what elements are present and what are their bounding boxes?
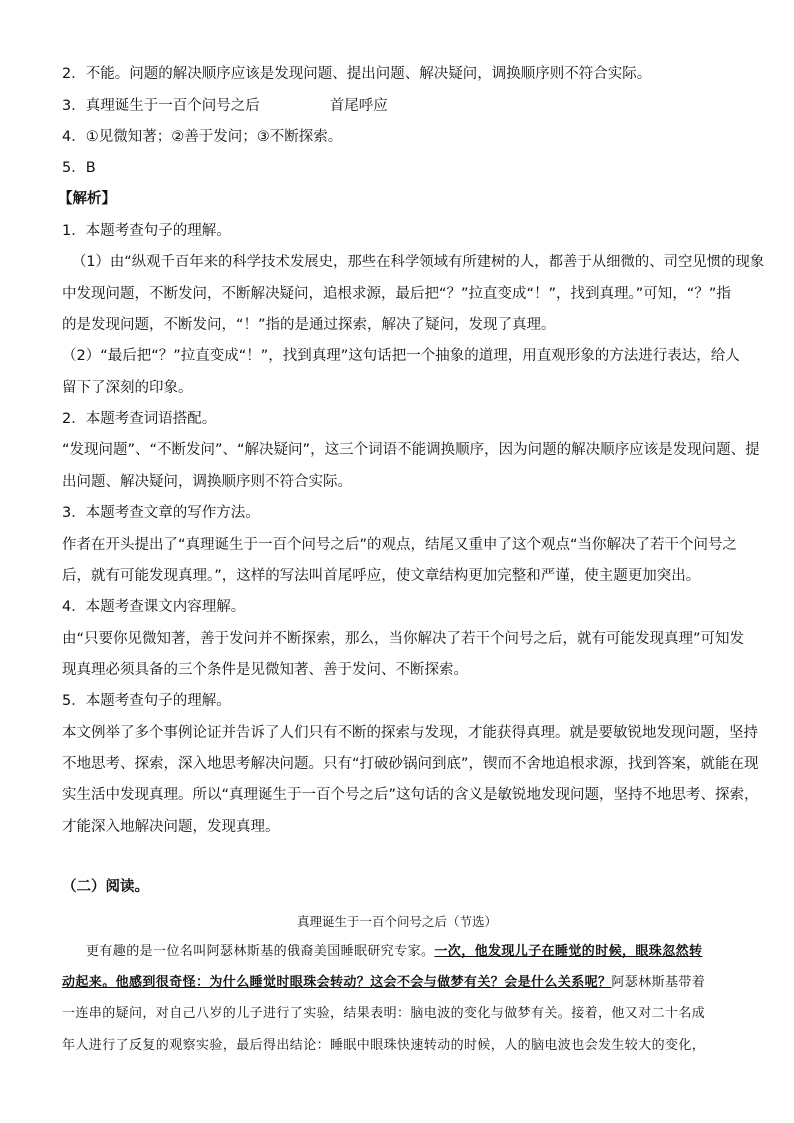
answer-3-part2: 首尾呼应 <box>329 98 388 114</box>
answer-2: 2．不能。问题的解决顺序应该是发现问题、提出问题、解决疑问，调换顺序则不符合实际。 <box>62 66 652 82</box>
q5-p-line: 实生活中发现真理。所以“真理诞生于一百个号之后”这句话的含义是敏锐地发现问题，坚持不地思考、探索， <box>62 787 759 803</box>
q2-p-line: 出问题、解决疑问，调换顺序则不符合实际。 <box>62 474 352 490</box>
q5-p-line: 本文例举了多个事例论证并告诉了人们只有不断的探索与发现，才能获得真理。就是要敏锐地发现问题，坚持 <box>62 725 758 741</box>
q1-title: 1．本题考查句子的理解。 <box>62 223 231 239</box>
q1-p1-line: （1）由“纵观千百年来的科学技术发展史，那些在科学领域有所建树的人，都善于从细微的、司空见惯的现象 <box>72 254 765 270</box>
q3-p-line: 作者在开头提出了“真理诞生于一百个问号之后”的观点，结尾又重申了这个观点“当你解决了若干个问号之 <box>62 537 738 553</box>
q2-title: 2．本题考查词语搭配。 <box>62 411 217 427</box>
answer-4: 4．①见微知著；②善于发问；③不断探索。 <box>62 129 343 145</box>
passage-underlined: 一次，他发现儿子在睡觉的时候，眼珠忽然转 <box>434 944 703 959</box>
section-heading: （二）阅读。 <box>62 879 149 895</box>
answer-3 <box>62 96 388 116</box>
q1-p1-line: 中发现问题，不断发问，不断解决疑问，追根求源，最后把“？”拉直变成“！”，找到真理。”可知，“？”指 <box>62 286 731 302</box>
passage-tail: 阿瑟林斯基带着 <box>611 975 706 990</box>
q1-p1-line: 的是发现问题，不断发问，“！”指的是通过探索，解决了疑问，发现了真理。 <box>62 317 556 333</box>
passage-line: 一连串的疑问，对自己八岁的儿子进行了实验，结果表明：脑电波的变化与做梦有关。接着，他又对二十名成 <box>62 1006 706 1021</box>
answer-5: 5．B <box>62 160 96 176</box>
passage-underlined: 动起来。他感到很奇怪：为什么睡觉时眼珠会转动？这会不会与做梦有关？会是什么关系呢？ <box>62 975 612 990</box>
q5-title: 5．本题考查句子的理解。 <box>62 693 231 709</box>
q5-p-line: 才能深入地解决问题，发现真理。 <box>62 819 280 835</box>
q1-p2-line: 留下了深刻的印象。 <box>62 380 193 396</box>
q3-p-line: 后，就有可能发现真理。”，这样的写法叫首尾呼应，使文章结构更加完整和严谨，使主题更加突出。 <box>62 568 701 584</box>
q3-title: 3．本题考查文章的写作方法。 <box>62 505 260 521</box>
passage-title: 真理诞生于一百个问号之后（节选） <box>296 914 497 929</box>
analysis-heading: 【解析】 <box>58 191 116 207</box>
q4-title: 4．本题考查课文内容理解。 <box>62 599 246 615</box>
passage-line: 年人进行了反复的观察实验，最后得出结论：睡眠中眼珠快速转动的时候，人的脑电波也会发生较大的变化， <box>62 1038 706 1053</box>
passage-line <box>86 940 702 959</box>
q1-p2-line: （2）“最后把“？”拉直变成“！”，找到真理”这句话把一个抽象的道理，用直观形象的方法进行表达，给人 <box>62 348 740 364</box>
passage-line <box>62 971 705 990</box>
q2-p-line: “发现问题”、“不断发问”、“解决疑问”，这三个词语不能调换顺序，因为问题的解决顺序应该是发现问题、提 <box>62 442 760 458</box>
q5-p-line: 不地思考、探索，深入地思考解决问题。只有“打破砂锅问到底”，锲而不舍地追根求源，找到答案，就能在现 <box>62 756 759 772</box>
passage-lead: 更有趣的是一位名叫阿瑟林斯基的俄裔美国睡眠研究专家。 <box>86 944 435 959</box>
q4-p-line: 由“只要你见微知著，善于发问并不断探索，那么，当你解决了若干个问号之后，就有可能发现真理”可知发 <box>62 631 745 647</box>
answer-3-part1: 3．真理诞生于一百个问号之后 <box>62 98 260 114</box>
q4-p-line: 现真理必须具备的三个条件是见微知著、善于发问、不断探索。 <box>62 662 468 678</box>
